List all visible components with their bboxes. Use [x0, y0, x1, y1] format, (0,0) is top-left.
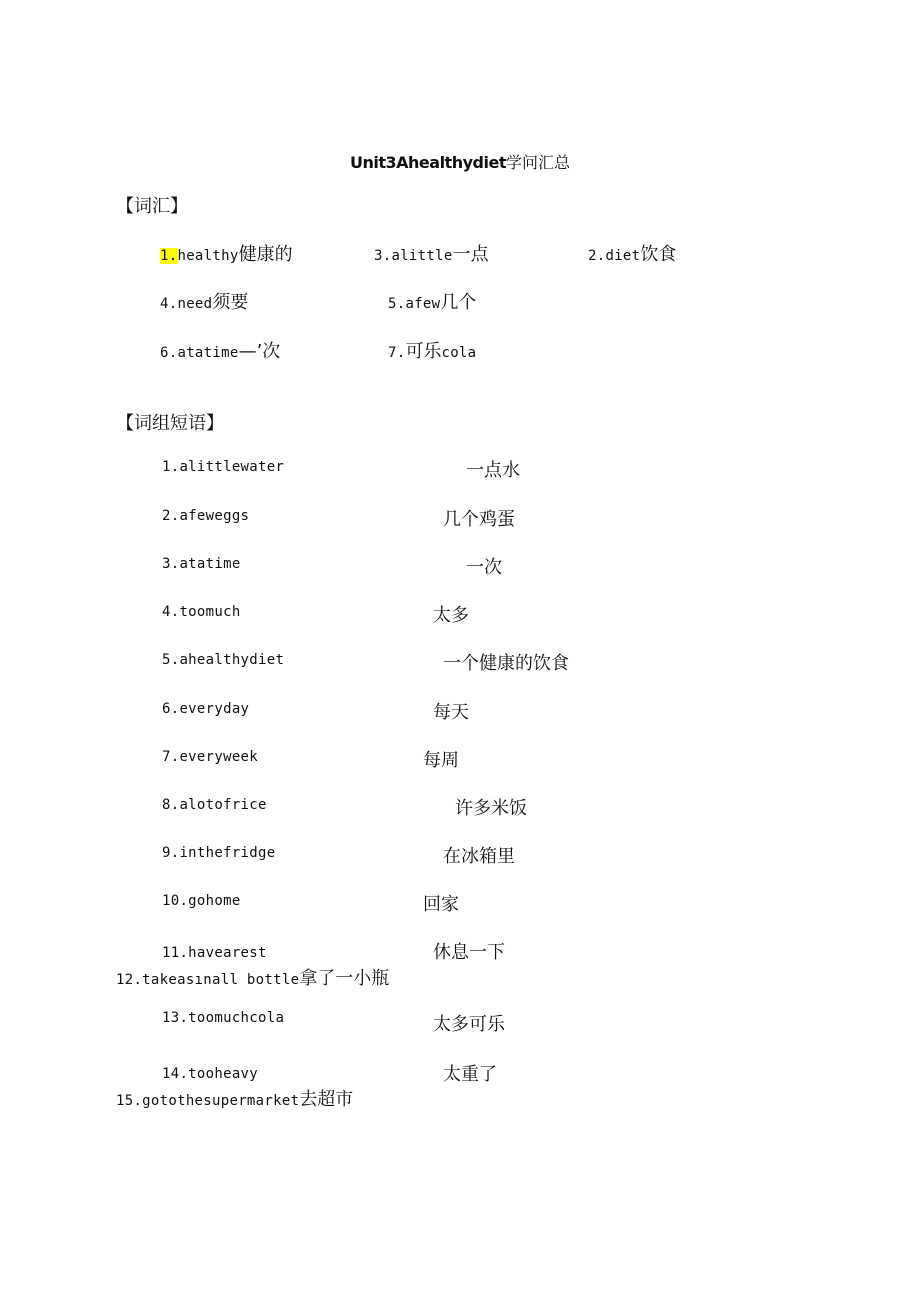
vocab-number: 6. — [160, 345, 178, 361]
phrase-chinese: 在冰箱里 — [443, 846, 515, 867]
vocab-english: alittle — [391, 248, 453, 264]
phrase-chinese: 一点水 — [466, 460, 520, 481]
phrase-chinese: 一个健康的饮食 — [443, 653, 569, 674]
vocab-number: 7. — [388, 345, 406, 361]
phrase-chinese: 太重了 — [443, 1064, 497, 1085]
phrase-chinese: 去超市 — [299, 1089, 354, 1110]
vocab-item-3 — [374, 240, 489, 266]
page-title — [0, 150, 920, 173]
vocab-number: 4. — [160, 296, 178, 312]
vocab-english: diet — [605, 248, 641, 264]
vocab-item-6 — [160, 337, 280, 363]
vocab-chinese: 可乐 — [405, 341, 442, 362]
vocab-number: 3. — [374, 248, 392, 264]
phrase-english: 15.gotothesupermarket — [116, 1093, 300, 1109]
phrase-english: 10.gohome — [162, 893, 241, 909]
vocab-chinese: 饮食 — [640, 244, 677, 265]
phrase-chinese: 太多可乐 — [433, 1014, 505, 1035]
vocab-chinese: 健康的 — [238, 244, 293, 265]
vocab-item-7 — [388, 337, 476, 363]
phrases-heading: 【词组短语】 — [116, 413, 224, 434]
phrase-item-12 — [116, 964, 389, 990]
vocab-english: cola — [441, 345, 477, 361]
vocab-chinese: —’次 — [238, 341, 281, 362]
phrase-chinese: 太多 — [433, 605, 469, 626]
vocab-number: 2. — [588, 248, 606, 264]
phrase-chinese: 每天 — [433, 702, 469, 723]
phrase-english: 2.afeweggs — [162, 508, 250, 524]
vocab-english: healthy — [177, 248, 239, 264]
vocab-item-5 — [388, 288, 476, 314]
phrase-chinese: 休息一下 — [433, 942, 505, 963]
phrase-english: 12.takeasınall bottle — [116, 972, 300, 988]
vocab-number: 1. — [160, 248, 178, 264]
phrase-english: 8.alotofrice — [162, 797, 267, 813]
vocab-item-2 — [588, 240, 676, 266]
vocab-chinese: 几个 — [440, 292, 477, 313]
phrase-english: 3.atatime — [162, 556, 241, 572]
phrase-chinese: 回家 — [423, 894, 459, 915]
title-chinese: 学问汇总 — [505, 153, 570, 172]
vocab-chinese: 一点 — [452, 244, 489, 265]
phrase-english: 4.toomuch — [162, 604, 241, 620]
vocab-english: atatime — [177, 345, 239, 361]
phrase-english: 1.alittlewater — [162, 459, 285, 475]
phrase-english: 7.everyweek — [162, 749, 259, 765]
vocab-chinese: 须要 — [212, 292, 249, 313]
phrase-chinese: 每周 — [423, 750, 459, 771]
phrase-chinese: 一次 — [466, 557, 502, 578]
phrase-english: 11.havearest — [162, 945, 267, 961]
vocab-number: 5. — [388, 296, 406, 312]
title-english: Unit3Ahealthydiet — [350, 153, 506, 172]
phrase-chinese: 许多米饭 — [455, 798, 527, 819]
phrase-item-15 — [116, 1085, 353, 1111]
phrase-english: 14.tooheavy — [162, 1066, 259, 1082]
phrase-english: 6.everyday — [162, 701, 250, 717]
vocab-english: need — [177, 296, 213, 312]
vocab-item-4 — [160, 288, 248, 314]
phrase-english: 13.toomuchcola — [162, 1010, 285, 1026]
vocab-english: afew — [405, 296, 441, 312]
phrase-english: 5.ahealthydiet — [162, 652, 285, 668]
vocab-item-1 — [160, 240, 293, 266]
phrase-chinese: 拿了一小瓶 — [299, 968, 390, 989]
phrase-chinese: 几个鸡蛋 — [443, 509, 515, 530]
vocab-heading: 【词汇】 — [116, 196, 188, 217]
phrase-english: 9.inthefridge — [162, 845, 276, 861]
